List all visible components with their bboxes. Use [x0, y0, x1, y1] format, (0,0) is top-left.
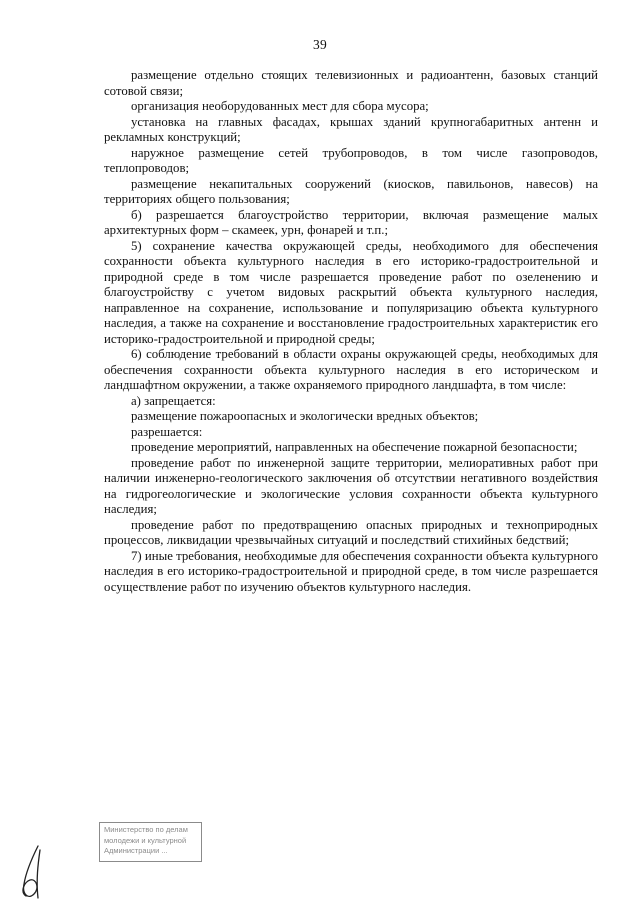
paragraph: организация необорудованных мест для сбора мусора; [131, 99, 429, 113]
paragraph: 6) соблюдение требований в области охраны окружающей среды, необходимых для обеспечения сохранности объекта культурного наследия в его историческом и ландшафтном окружении, а также охраняемого природного ландшафта, в том числе: [104, 347, 598, 392]
stamp [99, 822, 202, 862]
paragraph: проведение работ по инженерной защите территории, мелиоративных работ при наличии инженерно-геологического заключения об отсутствии негативного воздействия на гидрогеологические и экологические условия сохранности объекта культурного наследия; [104, 455, 598, 516]
paragraph: размещение пожароопасных и экологически вредных объектов; [131, 409, 479, 423]
paragraph: установка на главных фасадах, крышах зданий крупногабаритных антенн и рекламных конструкций; [104, 114, 598, 144]
paragraph: наружное размещение сетей трубопроводов, в том числе газопроводов, теплопроводов; [104, 145, 598, 175]
paragraph: б) разрешается благоустройство территории, включая размещение малых архитектурных форм – скамеек, урн, фонарей и т.п.; [104, 207, 598, 237]
paragraph: проведение мероприятий, направленных на обеспечение пожарной безопасности; [131, 440, 578, 454]
paragraph: разрешается: [131, 424, 203, 439]
paragraph: 5) сохранение качества окружающей среды, необходимого для обеспечения сохранности объекта культурного наследия в его историко-градостроительной и природной среде в том числе разрешается проведение работ по озеленению и благоустройству с учетом видовых раскрытий объекта культурного наследия, направленное на сохранение, использование и популяризацию объекта культурного наследия, а также на сохранение и восстановление градостроительных характеристик его историко-градостроительной и природной среды; [104, 238, 598, 346]
document-body [104, 68, 598, 595]
paragraph: а) запрещается: [131, 393, 216, 408]
paragraph: размещение отдельно стоящих телевизионных и радиоантенн, базовых станций сотовой связи; [104, 68, 598, 98]
stamp-line: Министерство по делам [104, 825, 188, 834]
signature [12, 844, 52, 902]
paragraph: 7) иные требования, необходимые для обеспечения сохранности объекта культурного наследия в его историко-градостроительной и природной среде, в том числе разрешается осуществление работ по изучению объектов культурного наследия. [104, 548, 598, 594]
stamp-line: молодежи и культурной [104, 835, 187, 845]
stamp-line: Администрации ... [104, 846, 168, 855]
paragraph: размещение некапитальных сооружений (киосков, павильонов, навесов) на территориях общего пользования; [104, 176, 598, 206]
page-number: 39 [312, 37, 328, 52]
paragraph: проведение работ по предотвращению опасных природных и техноприродных процессов, ликвидации чрезвычайных ситуаций и последствий стихийных бедствий; [104, 517, 598, 547]
